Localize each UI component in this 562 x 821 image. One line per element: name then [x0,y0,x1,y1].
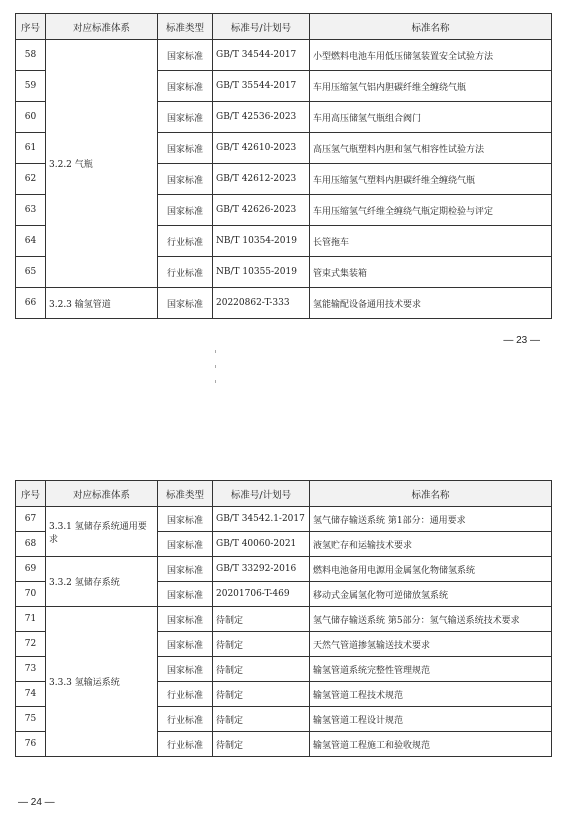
header-name: 标准名称 [310,481,552,507]
standards-table-page-24 [15,480,552,757]
cell-no: 60 [16,102,46,133]
cell-system: 3.2.3 输氢管道 [46,288,158,319]
cell-system: 3.3.1 氢储存系统通用要求 [46,507,158,557]
cell-code: GB/T 42610-2023 [213,133,310,164]
cell-name: 天然气管道掺氢输送技术要求 [310,632,552,657]
cell-name: 车用高压储氢气瓶组合阀门 [310,102,552,133]
cell-name: 输氢管道系统完整性管理规范 [310,657,552,682]
header-system: 对应标准体系 [46,14,158,40]
cell-system: 3.3.3 氢输运系统 [46,607,158,757]
page-number-23: — 23 — [503,335,540,346]
cell-no: 69 [16,557,46,582]
cell-code: 20220862-T-333 [213,288,310,319]
cell-code: GB/T 40060-2021 [213,532,310,557]
cell-name: 输氢管道工程施工和验收规范 [310,732,552,757]
cell-type: 国家标准 [158,71,213,102]
cell-name: 氢气储存输送系统 第1部分：通用要求 [310,507,552,532]
cell-name: 车用压缩氢气铝内胆碳纤维全缠绕气瓶 [310,71,552,102]
standards-table-page-23 [15,13,552,319]
table-row [16,557,552,582]
divider-mark [215,350,216,353]
cell-code: GB/T 35544-2017 [213,71,310,102]
cell-type: 国家标准 [158,133,213,164]
cell-name: 燃料电池备用电源用金属氢化物储氢系统 [310,557,552,582]
cell-code: GB/T 34544-2017 [213,40,310,71]
cell-type: 国家标准 [158,288,213,319]
cell-code: 待制定 [213,607,310,632]
cell-code: 待制定 [213,632,310,657]
cell-type: 国家标准 [158,164,213,195]
cell-no: 58 [16,40,46,71]
cell-system: 3.3.2 氢储存系统 [46,557,158,607]
cell-type: 国家标准 [158,507,213,532]
cell-type: 国家标准 [158,102,213,133]
header-name: 标准名称 [310,14,552,40]
cell-no: 72 [16,632,46,657]
cell-system: 3.2.2 气瓶 [46,40,158,288]
cell-code: 待制定 [213,682,310,707]
cell-no: 59 [16,71,46,102]
cell-type: 行业标准 [158,682,213,707]
cell-name: 车用压缩氢气纤维全缠绕气瓶定期检验与评定 [310,195,552,226]
header-no: 序号 [16,481,46,507]
cell-type: 国家标准 [158,632,213,657]
cell-type: 行业标准 [158,257,213,288]
cell-name: 氢气储存输送系统 第5部分：氢气输送系统技术要求 [310,607,552,632]
table-row [16,607,552,632]
cell-code: 待制定 [213,732,310,757]
divider-mark [215,380,216,383]
cell-type: 国家标准 [158,582,213,607]
cell-type: 国家标准 [158,557,213,582]
cell-no: 70 [16,582,46,607]
cell-no: 67 [16,507,46,532]
cell-no: 64 [16,226,46,257]
cell-type: 行业标准 [158,226,213,257]
cell-no: 74 [16,682,46,707]
cell-no: 63 [16,195,46,226]
cell-no: 61 [16,133,46,164]
cell-code: NB/T 10354-2019 [213,226,310,257]
cell-code: GB/T 33292-2016 [213,557,310,582]
header-no: 序号 [16,14,46,40]
cell-type: 行业标准 [158,732,213,757]
cell-name: 长管拖车 [310,226,552,257]
cell-code: GB/T 34542.1-2017 [213,507,310,532]
cell-code: 20201706-T-469 [213,582,310,607]
cell-type: 国家标准 [158,657,213,682]
cell-no: 62 [16,164,46,195]
cell-no: 75 [16,707,46,732]
cell-name: 管束式集装箱 [310,257,552,288]
cell-no: 66 [16,288,46,319]
cell-code: 待制定 [213,657,310,682]
cell-no: 73 [16,657,46,682]
page-number-24: — 24 — [18,797,55,808]
header-type: 标准类型 [158,14,213,40]
cell-no: 71 [16,607,46,632]
cell-code: GB/T 42536-2023 [213,102,310,133]
table-row [16,40,552,71]
cell-name: 小型燃料电池车用低压储氢装置安全试验方法 [310,40,552,71]
cell-name: 车用压缩氢气塑料内胆碳纤维全缠绕气瓶 [310,164,552,195]
cell-type: 国家标准 [158,532,213,557]
header-code: 标准号/计划号 [213,14,310,40]
table-row [16,507,552,532]
cell-code: 待制定 [213,707,310,732]
header-system: 对应标准体系 [46,481,158,507]
cell-no: 65 [16,257,46,288]
cell-name: 移动式金属氢化物可逆储放氢系统 [310,582,552,607]
header-code: 标准号/计划号 [213,481,310,507]
cell-code: GB/T 42612-2023 [213,164,310,195]
cell-name: 输氢管道工程技术规范 [310,682,552,707]
cell-name: 液氢贮存和运输技术要求 [310,532,552,557]
cell-name: 输氢管道工程设计规范 [310,707,552,732]
cell-no: 76 [16,732,46,757]
cell-code: NB/T 10355-2019 [213,257,310,288]
header-type: 标准类型 [158,481,213,507]
cell-name: 氢能输配设备通用技术要求 [310,288,552,319]
cell-type: 国家标准 [158,40,213,71]
cell-code: GB/T 42626-2023 [213,195,310,226]
cell-name: 高压氢气瓶塑料内胆和氢气相容性试验方法 [310,133,552,164]
cell-no: 68 [16,532,46,557]
cell-type: 行业标准 [158,707,213,732]
table-row [16,288,552,319]
divider-mark [215,365,216,368]
cell-type: 国家标准 [158,607,213,632]
cell-type: 国家标准 [158,195,213,226]
